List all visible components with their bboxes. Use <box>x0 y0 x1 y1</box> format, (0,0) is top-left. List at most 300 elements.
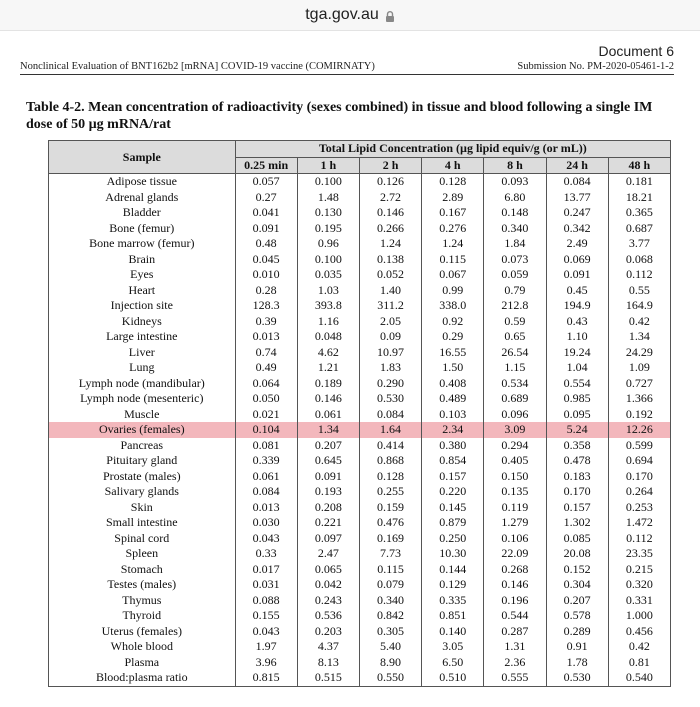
submission-number: Submission No. PM-2020-05461-1-2 <box>517 61 674 72</box>
value-cell: 0.815 <box>235 670 297 686</box>
sample-name-cell: Brain <box>49 252 236 268</box>
value-cell: 0.157 <box>422 469 484 485</box>
value-cell: 1.84 <box>484 236 546 252</box>
table-row <box>49 314 671 330</box>
sample-name-cell: Spinal cord <box>49 531 236 547</box>
value-cell: 0.017 <box>235 562 297 578</box>
value-cell: 0.095 <box>546 407 608 423</box>
value-cell: 0.456 <box>608 624 670 640</box>
value-cell: 0.29 <box>422 329 484 345</box>
value-cell: 0.050 <box>235 391 297 407</box>
value-cell: 3.05 <box>422 639 484 655</box>
value-cell: 0.851 <box>422 608 484 624</box>
value-cell: 0.100 <box>297 174 359 190</box>
table-row <box>49 236 671 252</box>
value-cell: 1.16 <box>297 314 359 330</box>
table-row <box>49 190 671 206</box>
value-cell: 0.079 <box>359 577 421 593</box>
value-cell: 0.085 <box>546 531 608 547</box>
value-cell: 1.50 <box>422 360 484 376</box>
sample-name-cell: Pancreas <box>49 438 236 454</box>
value-cell: 0.215 <box>608 562 670 578</box>
value-cell: 0.689 <box>484 391 546 407</box>
value-cell: 0.536 <box>297 608 359 624</box>
sample-name-cell: Thymus <box>49 593 236 609</box>
value-cell: 6.80 <box>484 190 546 206</box>
value-cell: 0.42 <box>608 639 670 655</box>
value-cell: 0.130 <box>297 205 359 221</box>
value-cell: 0.340 <box>484 221 546 237</box>
value-cell: 0.687 <box>608 221 670 237</box>
value-cell: 0.264 <box>608 484 670 500</box>
value-cell: 1.97 <box>235 639 297 655</box>
address-bar[interactable] <box>0 0 700 31</box>
sample-name-cell: Liver <box>49 345 236 361</box>
report-title: Nonclinical Evaluation of BNT162b2 [mRNA] COVID-19 vaccine (COMIRNATY) <box>20 61 375 72</box>
value-cell: 0.544 <box>484 608 546 624</box>
value-cell: 0.093 <box>484 174 546 190</box>
value-cell: 3.09 <box>484 422 546 438</box>
sample-header: Sample <box>49 141 236 174</box>
value-cell: 1.366 <box>608 391 670 407</box>
table-row <box>49 639 671 655</box>
value-cell: 0.061 <box>297 407 359 423</box>
value-cell: 8.13 <box>297 655 359 671</box>
value-cell: 0.155 <box>235 608 297 624</box>
value-cell: 7.73 <box>359 546 421 562</box>
value-cell: 0.031 <box>235 577 297 593</box>
value-cell: 0.043 <box>235 531 297 547</box>
value-cell: 0.220 <box>422 484 484 500</box>
value-cell: 0.145 <box>422 500 484 516</box>
value-cell: 0.247 <box>546 205 608 221</box>
time-header: 4 h <box>422 157 484 174</box>
group-header: Total Lipid Concentration (µg lipid equiv/g (or mL)) <box>235 141 670 158</box>
value-cell: 0.540 <box>608 670 670 686</box>
value-cell: 0.203 <box>297 624 359 640</box>
table-caption: Table 4-2. Mean concentration of radioactivity (sexes combined) in tissue and blood following a single IM dose of 50 µg mRNA/rat <box>26 100 653 132</box>
value-cell: 0.068 <box>608 252 670 268</box>
time-header: 1 h <box>297 157 359 174</box>
value-cell: 0.043 <box>235 624 297 640</box>
value-cell: 0.255 <box>359 484 421 500</box>
value-cell: 10.97 <box>359 345 421 361</box>
value-cell: 0.305 <box>359 624 421 640</box>
table-row <box>49 221 671 237</box>
value-cell: 20.08 <box>546 546 608 562</box>
value-cell: 2.34 <box>422 422 484 438</box>
value-cell: 0.193 <box>297 484 359 500</box>
value-cell: 0.088 <box>235 593 297 609</box>
value-cell: 1.472 <box>608 515 670 531</box>
value-cell: 0.013 <box>235 329 297 345</box>
value-cell: 0.79 <box>484 283 546 299</box>
sample-name-cell: Injection site <box>49 298 236 314</box>
value-cell: 0.181 <box>608 174 670 190</box>
value-cell: 0.103 <box>422 407 484 423</box>
value-cell: 0.010 <box>235 267 297 283</box>
value-cell: 0.104 <box>235 422 297 438</box>
value-cell: 1.34 <box>608 329 670 345</box>
value-cell: 0.207 <box>546 593 608 609</box>
value-cell: 0.530 <box>359 391 421 407</box>
value-cell: 4.62 <box>297 345 359 361</box>
value-cell: 0.39 <box>235 314 297 330</box>
value-cell: 212.8 <box>484 298 546 314</box>
value-cell: 0.081 <box>235 438 297 454</box>
value-cell: 0.152 <box>546 562 608 578</box>
sample-name-cell: Lymph node (mandibular) <box>49 376 236 392</box>
value-cell: 0.645 <box>297 453 359 469</box>
value-cell: 0.868 <box>359 453 421 469</box>
time-header: 8 h <box>484 157 546 174</box>
value-cell: 0.81 <box>608 655 670 671</box>
value-cell: 0.148 <box>484 205 546 221</box>
value-cell: 0.150 <box>484 469 546 485</box>
value-cell: 0.045 <box>235 252 297 268</box>
value-cell: 0.250 <box>422 531 484 547</box>
value-cell: 0.041 <box>235 205 297 221</box>
value-cell: 164.9 <box>608 298 670 314</box>
value-cell: 0.084 <box>359 407 421 423</box>
value-cell: 0.112 <box>608 531 670 547</box>
value-cell: 1.21 <box>297 360 359 376</box>
value-cell: 0.069 <box>546 252 608 268</box>
value-cell: 0.146 <box>297 391 359 407</box>
value-cell: 12.26 <box>608 422 670 438</box>
value-cell: 0.084 <box>235 484 297 500</box>
value-cell: 0.195 <box>297 221 359 237</box>
value-cell: 311.2 <box>359 298 421 314</box>
value-cell: 0.476 <box>359 515 421 531</box>
value-cell: 0.073 <box>484 252 546 268</box>
value-cell: 3.96 <box>235 655 297 671</box>
sample-name-cell: Pituitary gland <box>49 453 236 469</box>
time-header: 2 h <box>359 157 421 174</box>
sample-name-cell: Stomach <box>49 562 236 578</box>
value-cell: 0.27 <box>235 190 297 206</box>
value-cell: 0.380 <box>422 438 484 454</box>
value-cell: 23.35 <box>608 546 670 562</box>
value-cell: 0.554 <box>546 376 608 392</box>
header-row-group <box>49 141 671 158</box>
value-cell: 0.052 <box>359 267 421 283</box>
value-cell: 0.042 <box>297 577 359 593</box>
value-cell: 1.83 <box>359 360 421 376</box>
value-cell: 0.91 <box>546 639 608 655</box>
sample-name-cell: Ovaries (females) <box>49 422 236 438</box>
value-cell: 0.304 <box>546 577 608 593</box>
value-cell: 0.035 <box>297 267 359 283</box>
table-row <box>49 577 671 593</box>
value-cell: 0.74 <box>235 345 297 361</box>
table-row <box>49 453 671 469</box>
value-cell: 0.112 <box>608 267 670 283</box>
value-cell: 0.99 <box>422 283 484 299</box>
value-cell: 0.106 <box>484 531 546 547</box>
value-cell: 1.279 <box>484 515 546 531</box>
value-cell: 1.31 <box>484 639 546 655</box>
value-cell: 0.276 <box>422 221 484 237</box>
value-cell: 0.059 <box>484 267 546 283</box>
value-cell: 0.128 <box>359 469 421 485</box>
time-header: 24 h <box>546 157 608 174</box>
sample-name-cell: Eyes <box>49 267 236 283</box>
value-cell: 1.000 <box>608 608 670 624</box>
value-cell: 0.59 <box>484 314 546 330</box>
value-cell: 0.183 <box>546 469 608 485</box>
value-cell: 2.05 <box>359 314 421 330</box>
table-row <box>49 593 671 609</box>
value-cell: 0.268 <box>484 562 546 578</box>
value-cell: 0.057 <box>235 174 297 190</box>
value-cell: 0.405 <box>484 453 546 469</box>
value-cell: 0.45 <box>546 283 608 299</box>
value-cell: 3.77 <box>608 236 670 252</box>
value-cell: 0.331 <box>608 593 670 609</box>
value-cell: 18.21 <box>608 190 670 206</box>
value-cell: 0.320 <box>608 577 670 593</box>
table-row <box>49 252 671 268</box>
value-cell: 0.138 <box>359 252 421 268</box>
value-cell: 0.42 <box>608 314 670 330</box>
value-cell: 0.48 <box>235 236 297 252</box>
value-cell: 1.04 <box>546 360 608 376</box>
value-cell: 5.40 <box>359 639 421 655</box>
table-row <box>49 298 671 314</box>
value-cell: 338.0 <box>422 298 484 314</box>
value-cell: 1.48 <box>297 190 359 206</box>
value-cell: 26.54 <box>484 345 546 361</box>
value-cell: 2.49 <box>546 236 608 252</box>
document-label: Document 6 <box>598 43 674 59</box>
sample-name-cell: Testes (males) <box>49 577 236 593</box>
value-cell: 0.140 <box>422 624 484 640</box>
value-cell: 2.47 <box>297 546 359 562</box>
sample-name-cell: Prostate (males) <box>49 469 236 485</box>
value-cell: 0.144 <box>422 562 484 578</box>
value-cell: 0.335 <box>422 593 484 609</box>
table-row <box>49 345 671 361</box>
sample-name-cell: Large intestine <box>49 329 236 345</box>
sample-name-cell: Spleen <box>49 546 236 562</box>
value-cell: 0.727 <box>608 376 670 392</box>
value-cell: 0.515 <box>297 670 359 686</box>
table-row <box>49 360 671 376</box>
value-cell: 0.096 <box>484 407 546 423</box>
table-row <box>49 205 671 221</box>
value-cell: 1.10 <box>546 329 608 345</box>
value-cell: 2.72 <box>359 190 421 206</box>
sample-name-cell: Lymph node (mesenteric) <box>49 391 236 407</box>
table-row <box>49 515 671 531</box>
value-cell: 1.24 <box>359 236 421 252</box>
value-cell: 0.192 <box>608 407 670 423</box>
sample-name-cell: Uterus (females) <box>49 624 236 640</box>
value-cell: 1.40 <box>359 283 421 299</box>
value-cell: 0.28 <box>235 283 297 299</box>
sample-name-cell: Thyroid <box>49 608 236 624</box>
value-cell: 0.33 <box>235 546 297 562</box>
value-cell: 0.048 <box>297 329 359 345</box>
value-cell: 0.358 <box>546 438 608 454</box>
value-cell: 1.03 <box>297 283 359 299</box>
value-cell: 0.365 <box>608 205 670 221</box>
value-cell: 2.36 <box>484 655 546 671</box>
value-cell: 0.064 <box>235 376 297 392</box>
value-cell: 0.061 <box>235 469 297 485</box>
sample-name-cell: Bone (femur) <box>49 221 236 237</box>
table-row-highlighted <box>49 422 671 438</box>
value-cell: 0.253 <box>608 500 670 516</box>
sample-name-cell: Bone marrow (femur) <box>49 236 236 252</box>
value-cell: 0.290 <box>359 376 421 392</box>
value-cell: 0.097 <box>297 531 359 547</box>
time-header: 48 h <box>608 157 670 174</box>
value-cell: 0.146 <box>359 205 421 221</box>
value-cell: 0.189 <box>297 376 359 392</box>
value-cell: 0.09 <box>359 329 421 345</box>
table-row <box>49 329 671 345</box>
value-cell: 0.578 <box>546 608 608 624</box>
value-cell: 0.208 <box>297 500 359 516</box>
sample-name-cell: Adipose tissue <box>49 174 236 190</box>
lock-icon <box>385 11 395 22</box>
table-row <box>49 267 671 283</box>
value-cell: 1.302 <box>546 515 608 531</box>
value-cell: 0.100 <box>297 252 359 268</box>
value-cell: 0.119 <box>484 500 546 516</box>
value-cell: 0.067 <box>422 267 484 283</box>
sample-name-cell: Bladder <box>49 205 236 221</box>
value-cell: 0.243 <box>297 593 359 609</box>
table-row <box>49 283 671 299</box>
value-cell: 0.091 <box>235 221 297 237</box>
value-cell: 0.49 <box>235 360 297 376</box>
value-cell: 0.157 <box>546 500 608 516</box>
value-cell: 6.50 <box>422 655 484 671</box>
value-cell: 0.129 <box>422 577 484 593</box>
value-cell: 0.287 <box>484 624 546 640</box>
value-cell: 0.091 <box>297 469 359 485</box>
value-cell: 24.29 <box>608 345 670 361</box>
table-row <box>49 655 671 671</box>
value-cell: 0.159 <box>359 500 421 516</box>
table-row <box>49 500 671 516</box>
value-cell: 0.842 <box>359 608 421 624</box>
value-cell: 0.207 <box>297 438 359 454</box>
value-cell: 194.9 <box>546 298 608 314</box>
value-cell: 1.78 <box>546 655 608 671</box>
table-row <box>49 391 671 407</box>
table-row <box>49 624 671 640</box>
value-cell: 0.489 <box>422 391 484 407</box>
value-cell: 0.694 <box>608 453 670 469</box>
table-row <box>49 376 671 392</box>
value-cell: 0.084 <box>546 174 608 190</box>
time-header: 0.25 min <box>235 157 297 174</box>
url-text: tga.gov.au <box>305 6 379 23</box>
value-cell: 0.135 <box>484 484 546 500</box>
value-cell: 0.013 <box>235 500 297 516</box>
value-cell: 22.09 <box>484 546 546 562</box>
value-cell: 0.478 <box>546 453 608 469</box>
sample-name-cell: Heart <box>49 283 236 299</box>
value-cell: 0.170 <box>608 469 670 485</box>
value-cell: 0.146 <box>484 577 546 593</box>
value-cell: 0.510 <box>422 670 484 686</box>
value-cell: 0.550 <box>359 670 421 686</box>
sample-name-cell: Blood:plasma ratio <box>49 670 236 686</box>
value-cell: 0.115 <box>422 252 484 268</box>
value-cell: 0.289 <box>546 624 608 640</box>
value-cell: 0.091 <box>546 267 608 283</box>
sample-name-cell: Muscle <box>49 407 236 423</box>
value-cell: 13.77 <box>546 190 608 206</box>
value-cell: 0.530 <box>546 670 608 686</box>
value-cell: 1.24 <box>422 236 484 252</box>
value-cell: 0.266 <box>359 221 421 237</box>
value-cell: 0.342 <box>546 221 608 237</box>
sample-name-cell: Skin <box>49 500 236 516</box>
value-cell: 393.8 <box>297 298 359 314</box>
value-cell: 0.115 <box>359 562 421 578</box>
value-cell: 0.879 <box>422 515 484 531</box>
value-cell: 0.854 <box>422 453 484 469</box>
value-cell: 0.96 <box>297 236 359 252</box>
value-cell: 0.167 <box>422 205 484 221</box>
value-cell: 0.408 <box>422 376 484 392</box>
value-cell: 4.37 <box>297 639 359 655</box>
table-row <box>49 469 671 485</box>
value-cell: 0.985 <box>546 391 608 407</box>
table-row <box>49 670 671 686</box>
value-cell: 1.15 <box>484 360 546 376</box>
value-cell: 0.65 <box>484 329 546 345</box>
value-cell: 16.55 <box>422 345 484 361</box>
value-cell: 10.30 <box>422 546 484 562</box>
sample-name-cell: Whole blood <box>49 639 236 655</box>
value-cell: 0.030 <box>235 515 297 531</box>
value-cell: 0.021 <box>235 407 297 423</box>
value-cell: 0.43 <box>546 314 608 330</box>
value-cell: 0.340 <box>359 593 421 609</box>
table-row <box>49 546 671 562</box>
value-cell: 0.126 <box>359 174 421 190</box>
sample-name-cell: Salivary glands <box>49 484 236 500</box>
value-cell: 0.170 <box>546 484 608 500</box>
table-row <box>49 407 671 423</box>
sample-name-cell: Plasma <box>49 655 236 671</box>
value-cell: 8.90 <box>359 655 421 671</box>
value-cell: 0.414 <box>359 438 421 454</box>
header-divider <box>20 74 674 75</box>
table-row <box>49 438 671 454</box>
value-cell: 0.92 <box>422 314 484 330</box>
sample-name-cell: Small intestine <box>49 515 236 531</box>
value-cell: 0.221 <box>297 515 359 531</box>
value-cell: 1.09 <box>608 360 670 376</box>
value-cell: 0.599 <box>608 438 670 454</box>
value-cell: 19.24 <box>546 345 608 361</box>
value-cell: 0.555 <box>484 670 546 686</box>
value-cell: 0.196 <box>484 593 546 609</box>
value-cell: 1.34 <box>297 422 359 438</box>
value-cell: 0.169 <box>359 531 421 547</box>
value-cell: 5.24 <box>546 422 608 438</box>
table-row <box>49 608 671 624</box>
value-cell: 128.3 <box>235 298 297 314</box>
